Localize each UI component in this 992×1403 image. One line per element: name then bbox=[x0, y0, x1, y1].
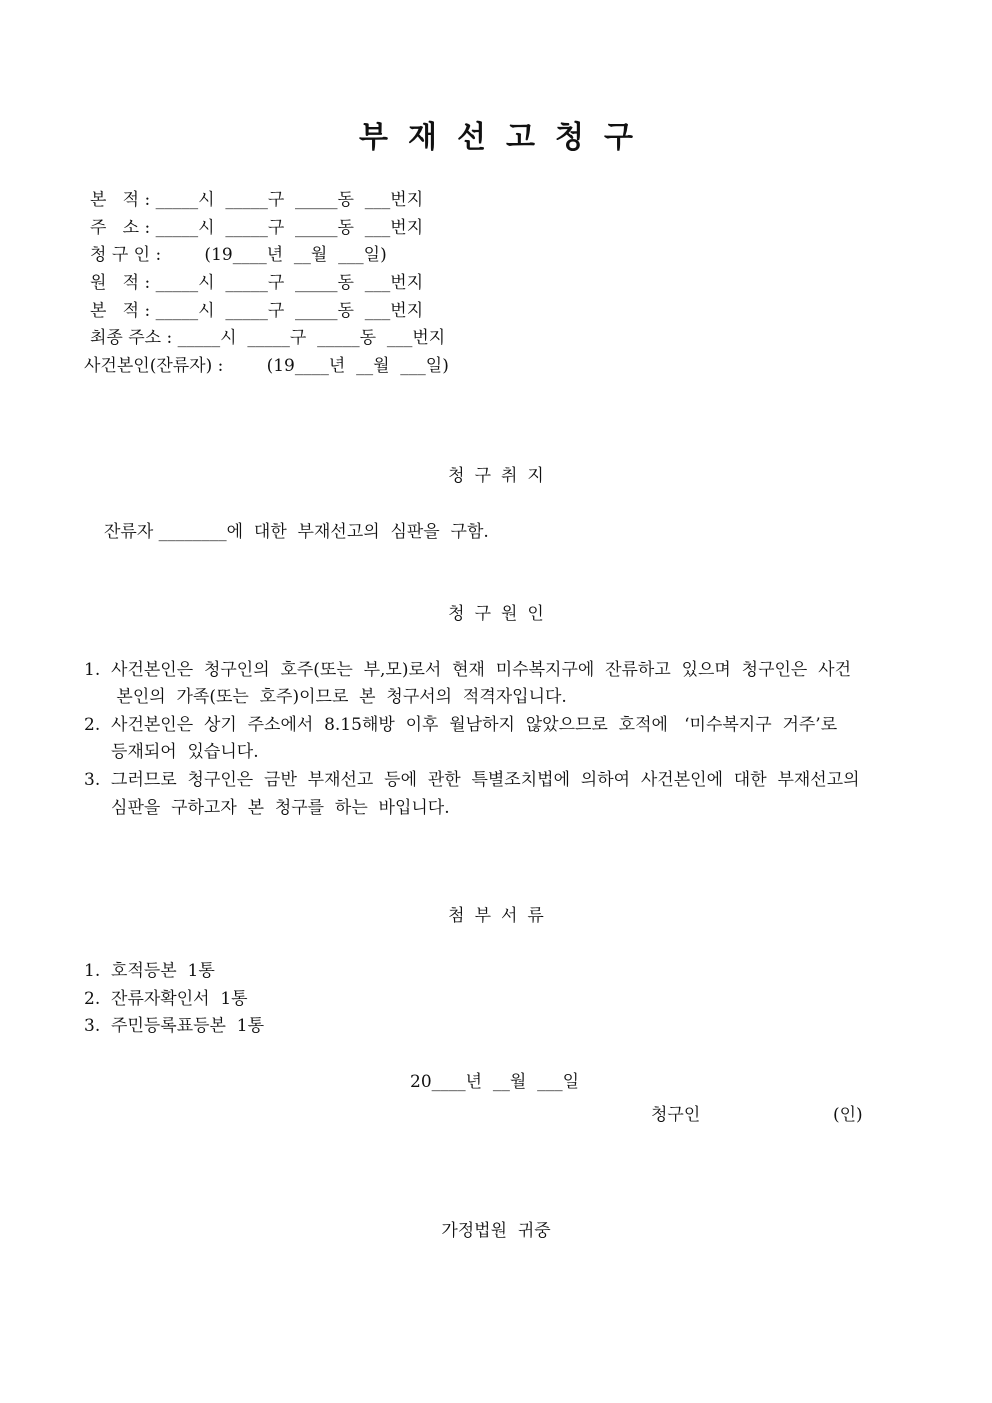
court-addressee: 가정법원 귀중 bbox=[441, 1221, 551, 1241]
purpose-text: 잔류자 ________에 대한 부재선고의 심판을 구함. bbox=[104, 522, 489, 542]
attachment-item: 3. 주민등록표등본 1통 bbox=[84, 1016, 265, 1036]
field-domicile-2: 본 적 : _____시 _____구 _____동 ___번지 bbox=[90, 301, 424, 321]
attachments-heading: 첨부서류 bbox=[448, 906, 554, 926]
cause-line: 2. 사건본인은 상기 주소에서 8.15해방 이후 월남하지 않았으므로 호적에 ‘미수복지구 거주’로 bbox=[84, 715, 838, 735]
cause-line: 심판을 구하고자 본 청구를 하는 바입니다. bbox=[84, 798, 450, 818]
filing-date: 20____년 __월 ___일 bbox=[410, 1072, 580, 1092]
field-applicant: 청 구 인 : (19____년 __월 ___일) bbox=[90, 245, 387, 265]
field-domicile: 본 적 : _____시 _____구 _____동 ___번지 bbox=[90, 190, 424, 210]
field-subject-person: 사건본인(잔류자) : (19____년 __월 ___일) bbox=[84, 356, 449, 376]
cause-line: 1. 사건본인은 청구인의 호주(또는 부,모)로서 현재 미수복지구에 잔류하고 있으며 청구인은 사건 bbox=[84, 660, 851, 680]
applicant-label: 청구인 bbox=[651, 1105, 701, 1125]
field-address: 주 소 : _____시 _____구 _____동 ___번지 bbox=[90, 218, 424, 238]
attachment-item: 1. 호적등본 1통 bbox=[84, 961, 215, 981]
cause-line: 본인의 가족(또는 호주)이므로 본 청구서의 적격자입니다. bbox=[84, 687, 567, 707]
seal-mark: (인) bbox=[833, 1105, 863, 1125]
cause-line: 등재되어 있습니다. bbox=[84, 742, 259, 762]
purpose-heading: 청구취지 bbox=[448, 466, 554, 486]
document-title: 부재선고청구 bbox=[359, 120, 653, 155]
cause-heading: 청구원인 bbox=[448, 604, 554, 624]
attachment-item: 2. 잔류자확인서 1통 bbox=[84, 989, 248, 1009]
field-last-address: 최종 주소 : _____시 _____구 _____동 ___번지 bbox=[90, 328, 446, 348]
cause-line: 3. 그러므로 청구인은 금반 부재선고 등에 관한 특별조치법에 의하여 사건본인에 대한 부재선고의 bbox=[84, 770, 860, 790]
field-original-domicile: 원 적 : _____시 _____구 _____동 ___번지 bbox=[90, 273, 424, 293]
